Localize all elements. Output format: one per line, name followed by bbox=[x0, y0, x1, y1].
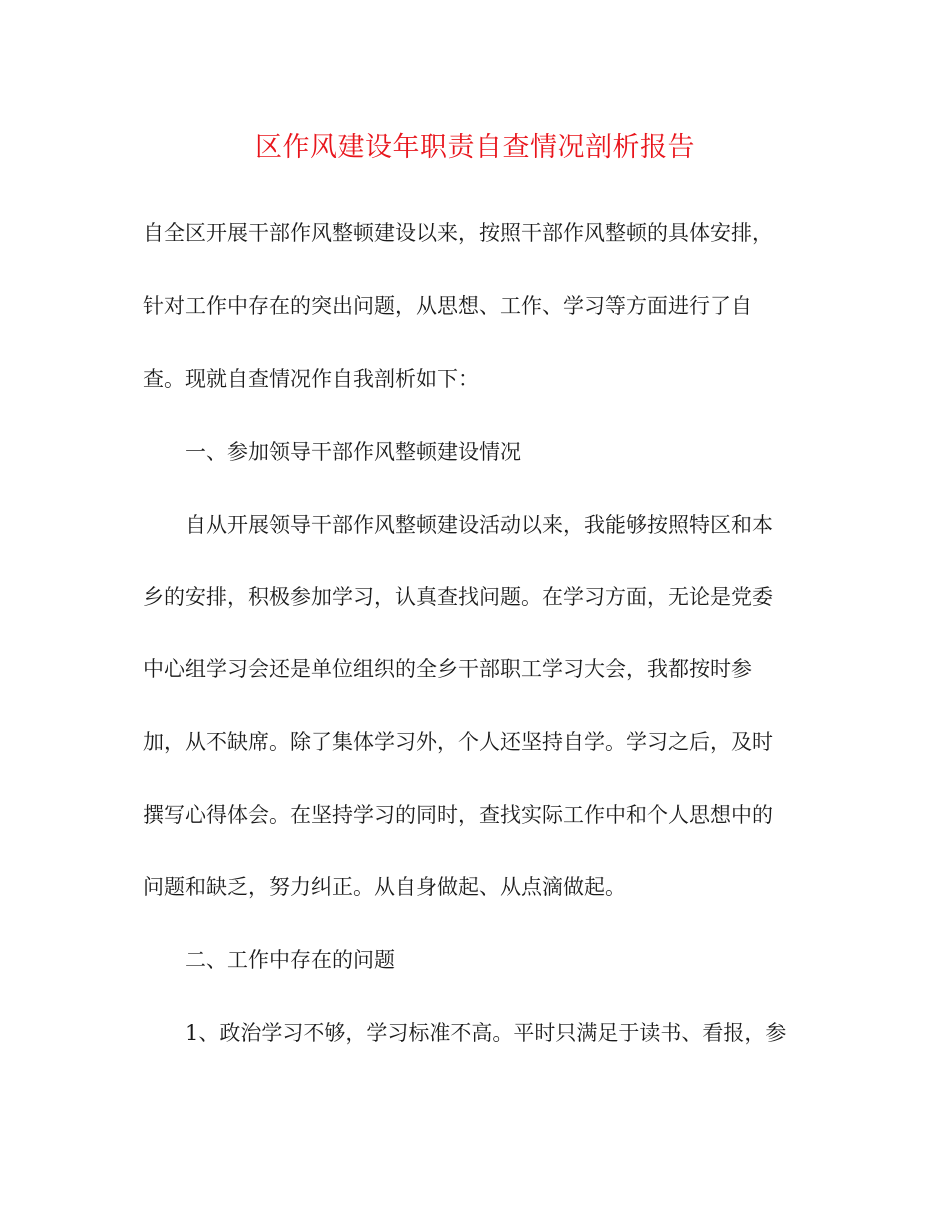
paragraph-section1-line-6: 问题和缺乏，努力纠正。从自身做起、从点滴做起。 bbox=[143, 875, 626, 899]
paragraph-intro-line-3: 查。现就自查情况作自我剖析如下： bbox=[143, 367, 479, 391]
paragraph-intro-line-2: 针对工作中存在的突出问题，从思想、工作、学习等方面进行了自 bbox=[143, 294, 752, 318]
paragraph-section1-line-2: 乡的安排，积极参加学习，认真查找问题。在学习方面，无论是党委 bbox=[143, 585, 773, 609]
paragraph-section1-line-3: 中心组学习会还是单位组织的全乡干部职工学习大会，我都按时参 bbox=[143, 657, 752, 681]
paragraph-section1-line-1: 自从开展领导干部作风整顿建设活动以来，我能够按照特区和本 bbox=[185, 513, 773, 537]
paragraph-section1-line-5: 撰写心得体会。在坚持学习的同时，查找实际工作中和个人思想中的 bbox=[143, 803, 773, 827]
document-title: 区作风建设年职责自查情况剖析报告 bbox=[255, 132, 695, 163]
section-heading-2: 二、工作中存在的问题 bbox=[185, 948, 395, 972]
paragraph-section2-line-1: 1、政治学习不够，学习标准不高。平时只满足于读书、看报，参 bbox=[185, 1021, 787, 1045]
section-heading-1: 一、参加领导干部作风整顿建设情况 bbox=[185, 440, 521, 464]
paragraph-section1-line-4: 加，从不缺席。除了集体学习外，个人还坚持自学。学习之后，及时 bbox=[143, 730, 773, 754]
paragraph-intro-line-1: 自全区开展干部作风整顿建设以来，按照干部作风整顿的具体安排， bbox=[143, 221, 773, 245]
